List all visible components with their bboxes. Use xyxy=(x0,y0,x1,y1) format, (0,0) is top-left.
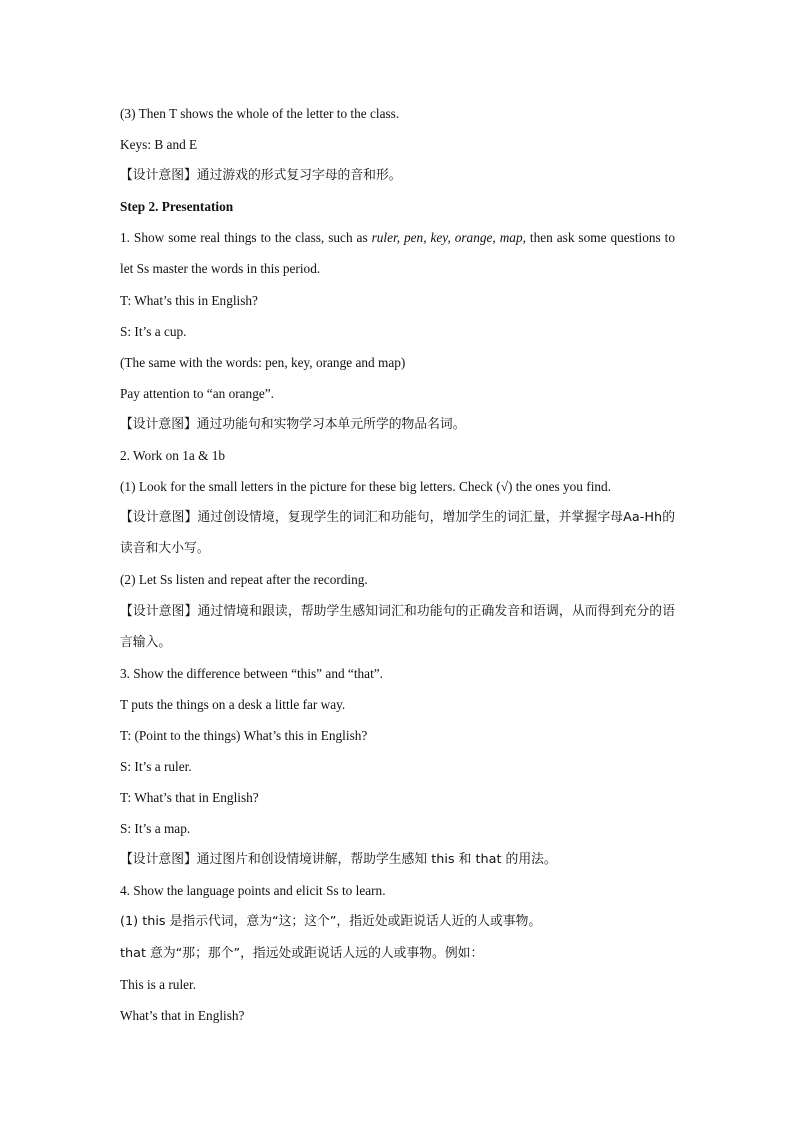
attention-note: Pay attention to “an orange”. xyxy=(120,385,274,401)
design-intent-1: 【设计意图】通过游戏的形式复习字母的音和形。 xyxy=(120,168,402,184)
example-sentence-2: What’s that in English? xyxy=(120,1007,245,1023)
design-intent-5: 【设计意图】通过图片和创设情境讲解，帮助学生感知 this 和 that 的用法。 xyxy=(120,852,557,868)
dialogue-teacher-3: T: What’s that in English? xyxy=(120,790,259,806)
step-2-item-1 xyxy=(120,222,675,284)
item-1-vocabulary: ruler, pen, key, orange, map, xyxy=(371,230,526,246)
same-words-note: (The same with the words: pen, key, orange and map) xyxy=(120,354,406,370)
language-point-that: that 意为“那；那个”，指远处或距说话人远的人或事物。例如： xyxy=(120,945,484,961)
step-2-item-2: 2. Work on 1a & 1b xyxy=(120,448,226,464)
design-intent-2: 【设计意图】通过功能句和实物学习本单元所学的物品名词。 xyxy=(120,416,466,432)
item-3-instruction: T puts the things on a desk a little far way. xyxy=(120,696,346,712)
language-point-this: (1) this 是指示代词，意为“这；这个”，指近处或距说话人近的人或事物。 xyxy=(120,914,542,930)
step-2-heading: Step 2. Presentation xyxy=(120,199,234,215)
item-1-suffix: then ask some questions to let Ss master the words in this period. xyxy=(120,230,675,277)
item-2-sub-1: (1) Look for the small letters in the picture for these big letters. Check (√) the ones you find. xyxy=(120,479,612,495)
example-sentence-1: This is a ruler. xyxy=(120,976,197,992)
step-2-item-3: 3. Show the difference between “this” and “that”. xyxy=(120,665,384,681)
item-1-prefix: 1. Show some real things to the class, such as xyxy=(120,230,372,246)
document-body xyxy=(120,98,675,1031)
step-2-item-4: 4. Show the language points and elicit Ss to learn. xyxy=(120,883,386,899)
step-detail-3: (3) Then T shows the whole of the letter to the class. xyxy=(120,106,400,121)
dialogue-student-1: S: It’s a cup. xyxy=(120,323,187,339)
dialogue-teacher-1: T: What’s this in English? xyxy=(120,292,258,308)
design-intent-3: 【设计意图】通过创设情境，复现学生的词汇和功能句，增加学生的词汇量，并掌握字母Aa-Hh的读音和大小写。 xyxy=(120,510,675,557)
design-intent-4: 【设计意图】通过情境和跟读，帮助学生感知词汇和功能句的正确发音和语调，从而得到充分的语言输入。 xyxy=(120,603,675,650)
dialogue-student-2: S: It’s a ruler. xyxy=(120,758,192,774)
keys-line: Keys: B and E xyxy=(120,137,198,153)
dialogue-student-3: S: It’s a map. xyxy=(120,821,191,837)
dialogue-teacher-2: T: (Point to the things) What’s this in English? xyxy=(120,727,368,743)
item-2-sub-2: (2) Let Ss listen and repeat after the recording. xyxy=(120,572,368,588)
